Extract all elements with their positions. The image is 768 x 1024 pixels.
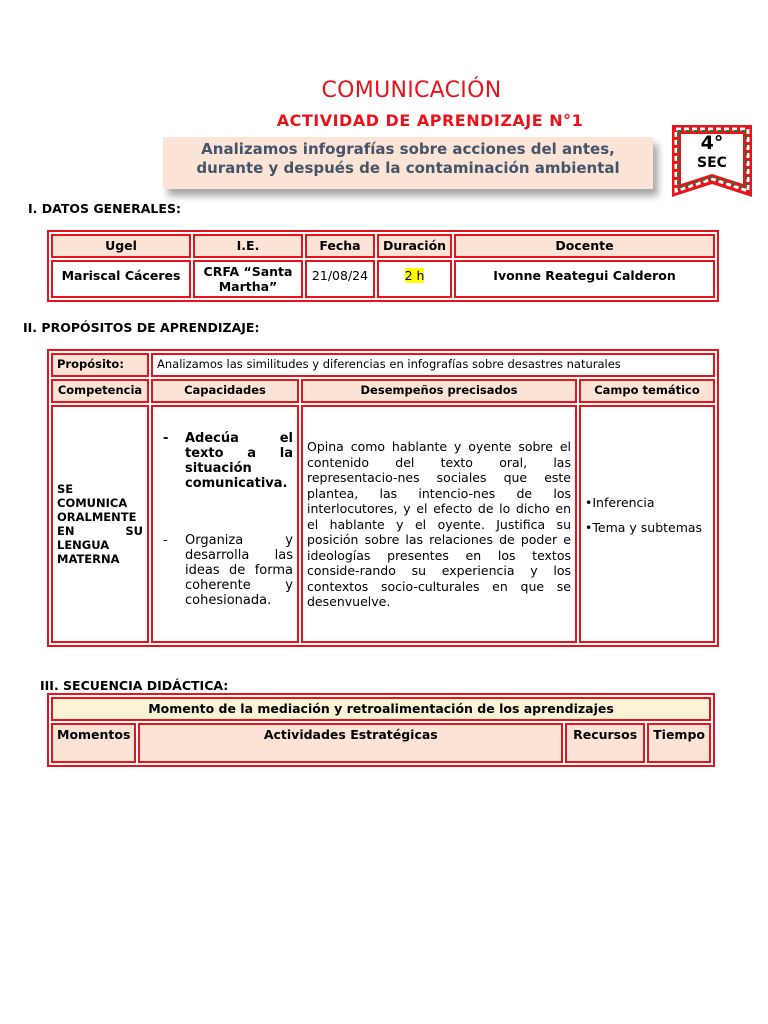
secuencia-header-row [51,723,711,763]
capacidad-dash: - [163,431,169,446]
grade-badge [669,132,755,172]
datos-ugel: Mariscal Cáceres [51,260,191,298]
datos-table [47,230,719,302]
capacidades-list [157,431,293,608]
campo-item: •Inferencia [585,495,655,510]
datos-header-row [51,234,715,258]
proposito-row [51,353,715,377]
datos-header-ugel: Ugel [51,234,191,258]
header-momentos: Momentos [51,723,136,763]
campo-item: •Tema y subtemas [585,520,703,535]
propositos-header-row [51,379,715,403]
secuencia-top-row [51,697,711,721]
banner-line-1: Analizamos infografías sobre acciones del antes, [201,140,615,158]
badge-level: SEC [697,155,727,171]
capacidad-text: Adecúa el texto a la situación comunicativa. [185,431,293,491]
datos-header-docente: Docente [454,234,715,258]
propositos-table [47,349,719,647]
datos-duracion: 2 h [404,268,425,283]
datos-header-fecha: Fecha [305,234,375,258]
activity-banner [163,137,653,189]
header-tiempo: Tiempo [647,723,711,763]
datos-docente: Ivonne Reategui Calderon [454,260,715,298]
campo-cell [579,405,715,643]
capacidad-item [157,431,293,491]
document-title: COMUNICACIÓN [321,78,502,103]
desempeno-text: Opina como hablante y oyente sobre el contenido del texto oral, las representacio-nes sociales que este plantea, las intencio-nes de los interlocutores, y el efecto de lo dicho en el hablante y el oyente. Justifica su posición sobre las relaciones de poder e ideologías presentes en los textos conside-rando su experiencia y los contextos socio-culturales en que se desenvuelve. [301,405,577,643]
section-propositos-heading: II. PROPÓSITOS DE APRENDIZAJE: [23,320,260,335]
competencia-text: SE COMUNICA ORALMENTE EN SU LENGUA MATERNA [51,405,149,643]
datos-header-duracion: Duración [377,234,452,258]
capacidad-dash: - [163,533,168,548]
header-recursos: Recursos [565,723,645,763]
proposito-text: Analizamos las similitudes y diferencias en infografías sobre desastres naturales [151,353,715,377]
secuencia-momento-title: Momento de la mediación y retroalimentación de los aprendizajes [51,697,711,721]
datos-duracion-cell [377,260,452,298]
datos-ie: CRFA “Santa Martha” [193,260,303,298]
header-desempenos: Desempeños precisados [301,379,577,403]
datos-fecha: 21/08/24 [305,260,375,298]
datos-value-row [51,260,715,298]
section-secuencia-heading: III. SECUENCIA DIDÁCTICA: [40,678,229,693]
propositos-content-row [51,405,715,643]
capacidad-item [157,533,293,608]
header-capacidades: Capacidades [151,379,299,403]
badge-grade: 4° [700,132,724,154]
secuencia-table [47,693,715,767]
header-competencia: Competencia [51,379,149,403]
header-actividades: Actividades Estratégicas [138,723,563,763]
proposito-label: Propósito: [51,353,149,377]
datos-header-ie: I.E. [193,234,303,258]
banner-line-2: durante y después de la contaminación ambiental [196,159,620,177]
capacidades-cell [151,405,299,643]
capacidad-text: Organiza y desarrolla las ideas de forma coherente y cohesionada. [185,533,293,608]
activity-subtitle: ACTIVIDAD DE APRENDIZAJE N°1 [276,111,584,130]
header-campo: Campo temático [579,379,715,403]
section-datos-heading: I. DATOS GENERALES: [28,201,181,216]
